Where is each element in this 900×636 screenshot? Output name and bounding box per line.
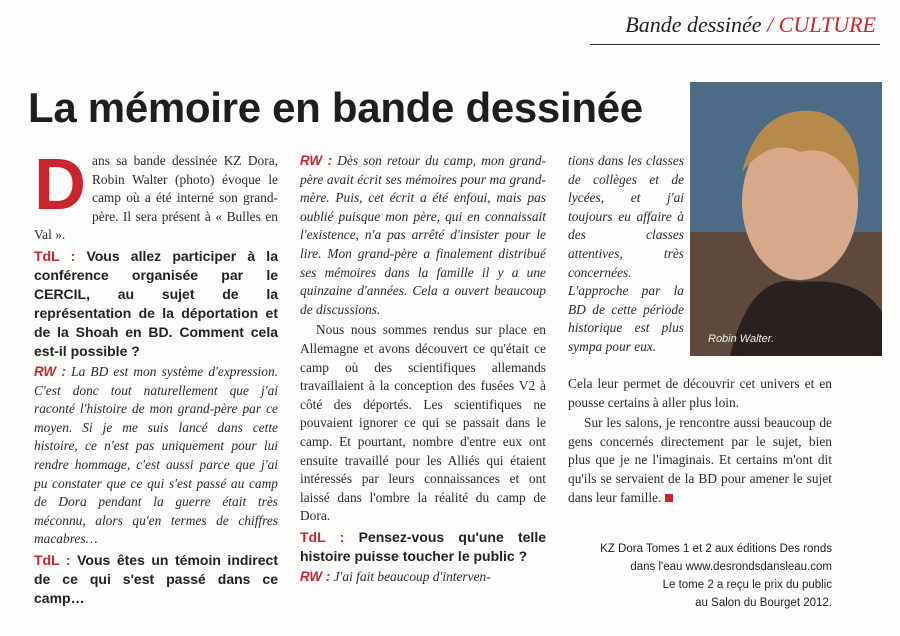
question-2-tag: TdL :: [34, 551, 71, 568]
question-3-tag: TdL :: [300, 528, 345, 545]
credits-line-3: Le tome 2 a reçu le prix du public: [662, 579, 832, 591]
answer-1: [34, 363, 278, 549]
section-name: Bande dessinée: [625, 12, 762, 37]
question-1: [34, 247, 278, 361]
section-category: CULTURE: [778, 12, 876, 37]
question-2-text: Vous êtes un témoin indirect de ce qui s'est passé dans ce camp…: [34, 551, 278, 606]
paragraph-salons-text: Sur les salons, je rencontre aussi beaucoup de gens concernés directement par le sujet, bien plus que je ne l'imaginais. Et certains m'ont dit qu'ils se servaient de la BD pour amener le sujet dans leur famille.: [568, 415, 832, 505]
answer-3-text: J'ai fait beaucoup d'interven-: [333, 568, 491, 584]
portrait-photo: [690, 82, 882, 356]
header-rule: [590, 44, 880, 45]
section-header: [625, 12, 876, 38]
question-3-text: Pensez-vous qu'une telle histoire puisse toucher le public ?: [300, 528, 546, 564]
paragraph-salons: [568, 414, 832, 507]
credits-line-2: dans l'eau www.desrondsdansleau.com: [630, 561, 832, 573]
credits-line-1: KZ Dora Tomes 1 et 2 aux éditions Des ronds: [600, 543, 832, 555]
section-slash: /: [767, 12, 774, 37]
question-1-tag: TdL :: [34, 247, 76, 264]
question-3: [300, 528, 546, 566]
column-3-narrow: [568, 152, 684, 359]
answer-2: [300, 152, 546, 319]
column-2: [300, 152, 546, 588]
answer-2-text: Dès son retour du camp, mon grand-père avait écrit ses mémoires pour ma grand-mère. Puis, cet écrit a été enfoui, mais pas oublié puisque mon père, qui en connaissait l'existence, n'a pas arrêté d'insister pour le lire. Mon grand-père a finalement distribué ses mémoires dans la famille il y a une quinzaine d'années. Cela a ouvert beaucoup de discussions.: [300, 153, 546, 317]
headline: La mémoire en bande dessinée: [28, 84, 643, 131]
answer-3-tag: RW :: [300, 568, 331, 584]
column-3-narrow-text: tions dans les classes de collèges et de lycées, et j'ai toujours eu affaire à des classes attentives, très concernées. L'approche par la BD de cette période historique est plus sympa pour eux.: [568, 153, 684, 354]
answer-1-tag: RW :: [34, 363, 67, 379]
photo-caption: Robin Walter.: [708, 333, 775, 345]
book-credits: [570, 540, 832, 612]
column-3-wide-text: Cela leur permet de découvrir cet univers et en pousse certains à aller plus loin.: [568, 376, 832, 410]
paragraph-allemagne: Nous nous sommes rendus sur place en Allemagne et avons découvert ce qu'était ce camp où des scientifiques allemands travaillaient à la conception des fusées V2 à côté des déportés. Les scientifiques ne pouvaient ignorer ce qui se passait dans le camp. Et pourtant, nombre d'entre eux ont ensuite travaillé pour les Alliés qui étaient intéressés par leurs connaissances et ont laissé dans l'ombre la réalité du camp de Dora.: [300, 322, 546, 524]
column-3-wide: [568, 375, 832, 509]
dropcap: D: [34, 145, 86, 225]
answer-3: [300, 568, 546, 587]
credits-line-4: au Salon du Bourget 2012.: [695, 597, 832, 609]
answer-2-tag: RW :: [300, 153, 333, 168]
question-1-text: Vous allez participer à la conférence organisée par le CERCIL, au sujet de la représentation de la déportation et de la Shoah en BD. Comment cela est-il possible ?: [34, 247, 278, 359]
column-1: [34, 145, 278, 610]
question-2: [34, 551, 278, 608]
intro-text: ans sa bande dessinée KZ Dora, Robin Walter (photo) évoque le camp où a été interné son grand-père. Il sera présent à « Bulles en Val ».: [34, 153, 278, 243]
answer-1-text: La BD est mon système d'expression. C'est donc tout naturellement que j'ai raconté l'histoire de mon grand-père par ce moyen. Si je me suis lancé dans cette histoire, ce n'est pas uniquement pour lui rendre hommage, c'est aussi parce que j'ai pu constater que ce qui s'est passé au camp de Dora pendant la guerre était très méconnu, alors qu'en termes de chiffres macabres…: [34, 363, 278, 547]
intro-paragraph: [34, 145, 278, 245]
end-mark: [665, 494, 673, 502]
